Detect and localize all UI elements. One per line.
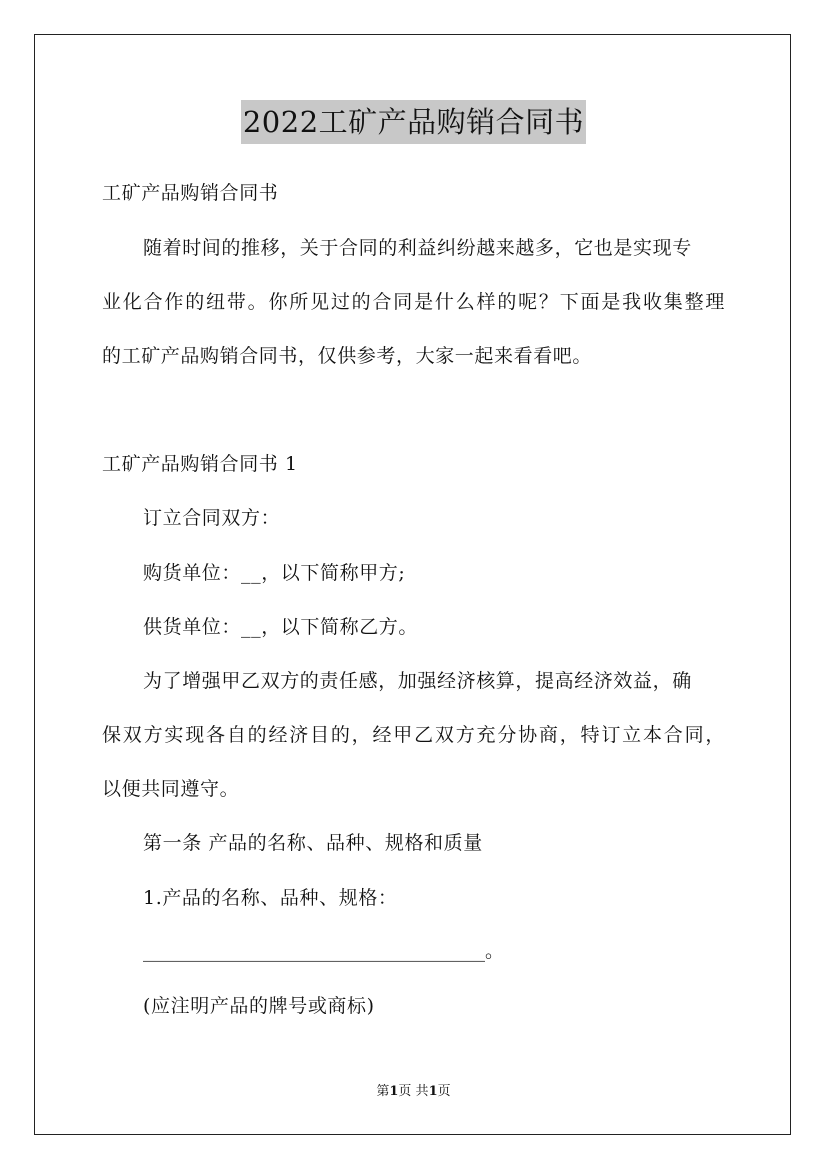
intro-line-2: 业化合作的纽带。你所见过的合同是什么样的呢？下面是我收集整理 (102, 291, 725, 313)
seller-line: 供货单位：__，以下简称乙方。 (143, 616, 419, 638)
buyer-line: 购货单位：__，以下简称甲方; (143, 562, 406, 584)
document-subtitle: 工矿产品购销合同书 (102, 182, 279, 204)
footer-total-pages: 1 (428, 1084, 438, 1099)
footer-page-number: 1 (389, 1084, 399, 1099)
item-1: 1.产品的名称、品种、规格： (143, 887, 398, 909)
title-container (0, 100, 827, 144)
section-heading: 工矿产品购销合同书 1 (102, 453, 298, 475)
intro-line-1: 随着时间的推移，关于合同的利益纠纷越来越多，它也是实现专 (143, 237, 692, 259)
brand-note: (应注明产品的牌号或商标) (143, 995, 375, 1017)
parties-label: 订立合同双方： (143, 507, 281, 529)
footer-page-mid: 页 共 (398, 1084, 429, 1099)
intro-line-3: 的工矿产品购销合同书，仅供参考，大家一起来看看吧。 (102, 345, 593, 367)
purpose-line-3: 以便共同遵守。 (102, 778, 240, 800)
purpose-line-2: 保双方实现各自的经济目的，经甲乙双方充分协商，特订立本合同， (102, 724, 725, 746)
blank-line: ____________________________________。 (143, 940, 505, 962)
document-title: 2022工矿产品购销合同书 (241, 100, 586, 144)
footer-page-prefix: 第 (376, 1084, 390, 1099)
footer-page-suffix: 页 (437, 1084, 451, 1099)
purpose-line-1: 为了增强甲乙双方的责任感，加强经济核算，提高经济效益，确 (143, 670, 692, 692)
article-1-heading: 第一条 产品的名称、品种、规格和质量 (143, 832, 483, 854)
page-footer (0, 1083, 827, 1101)
